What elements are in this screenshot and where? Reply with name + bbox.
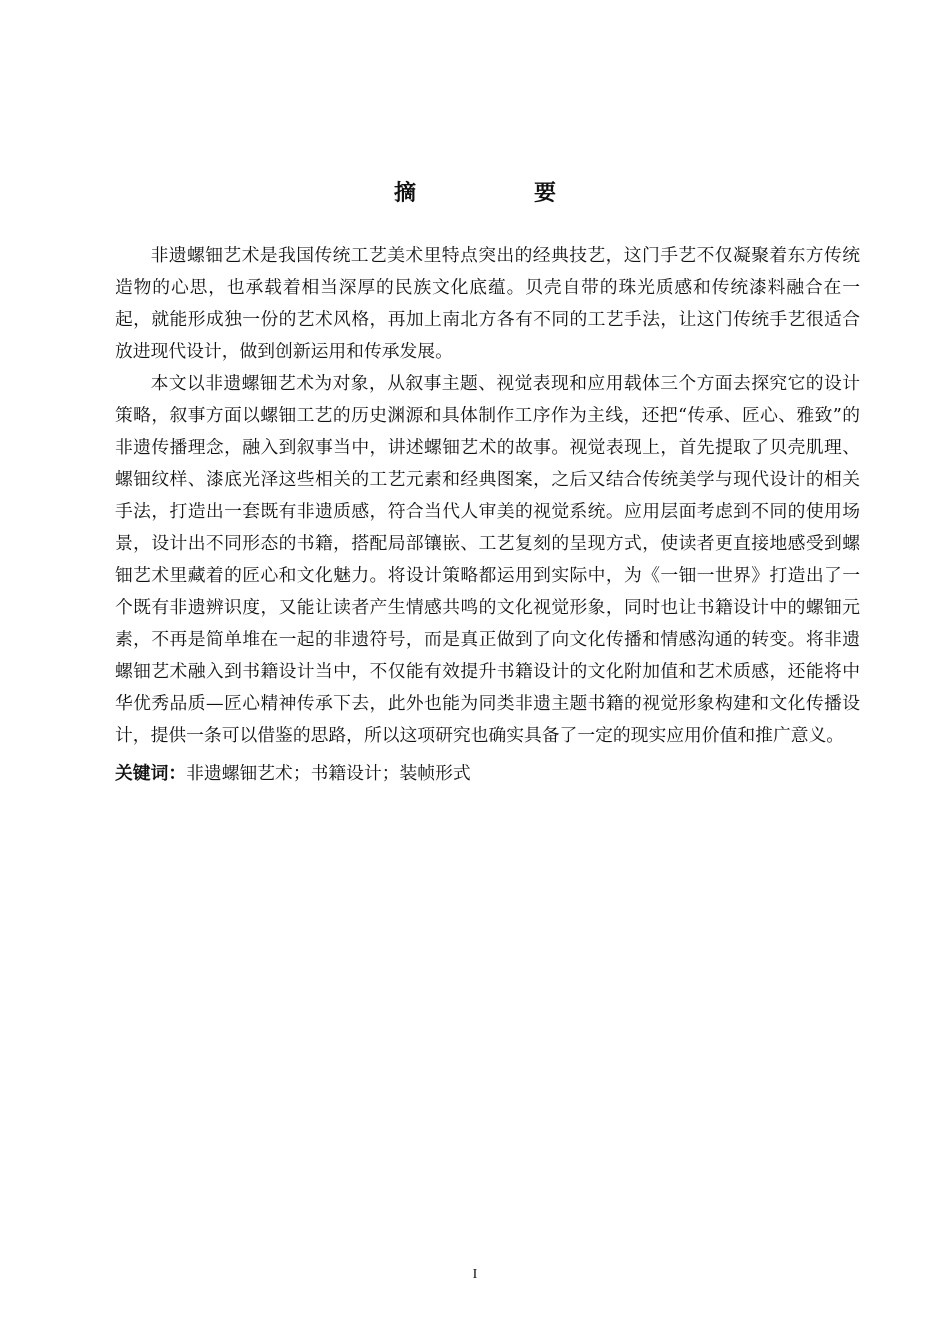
page-number: I — [472, 1267, 478, 1282]
keywords-value: 非遗螺钿艺术；书籍设计；装帧形式 — [186, 763, 471, 784]
abstract-title: 摘 要 — [393, 181, 604, 206]
keywords-line — [115, 758, 860, 790]
keywords-label: 关键词： — [115, 763, 187, 784]
abstract-body — [115, 240, 860, 790]
abstract-paragraph-2: 本文以非遗螺钿艺术为对象，从叙事主题、视觉表现和应用载体三个方面去探究它的设计策略，叙事方面以螺钿工艺的历史渊源和具体制作工序作为主线，还把“传承、匠心、雅致”的非遗传播理念，融入到叙事当中，讲述螺钿艺术的故事。视觉表现上，首先提取了贝壳肌理、螺钿纹样、漆底光泽这些相关的工艺元素和经典图案，之后又结合传统美学与现代设计的相关手法，打造出一套既有非遗质感，符合当代人审美的视觉系统。应用层面考虑到不同的使用场景，设计出不同形态的书籍，搭配局部镶嵌、工艺复刻的呈现方式，使读者更直接地感受到螺钿艺术里藏着的匠心和文化魅力。将设计策略都运用到实际中，为《一钿一世界》打造出了一个既有非遗辨识度，又能让读者产生情感共鸣的文化视觉形象，同时也让书籍设计中的螺钿元素，不再是简单堆在一起的非遗符号，而是真正做到了向文化传播和情感沟通的转变。将非遗螺钿艺术融入到书籍设计当中，不仅能有效提升书籍设计的文化附加值和艺术质感，还能将中华优秀品质—匠心精神传承下去，此外也能为同类非遗主题书籍的视觉形象构建和文化传播设计，提供一条可以借鉴的思路，所以这项研究也确实具备了一定的现实应用价值和推广意义。 — [115, 373, 860, 746]
abstract-paragraph-1: 非遗螺钿艺术是我国传统工艺美术里特点突出的经典技艺，这门手艺不仅凝聚着东方传统造物的心思，也承载着相当深厚的民族文化底蕴。贝壳自带的珠光质感和传统漆料融合在一起，就能形成独一份的艺术风格，再加上南北方各有不同的工艺手法，让这门传统手艺很适合放进现代设计，做到创新运用和传承发展。 — [115, 245, 860, 362]
